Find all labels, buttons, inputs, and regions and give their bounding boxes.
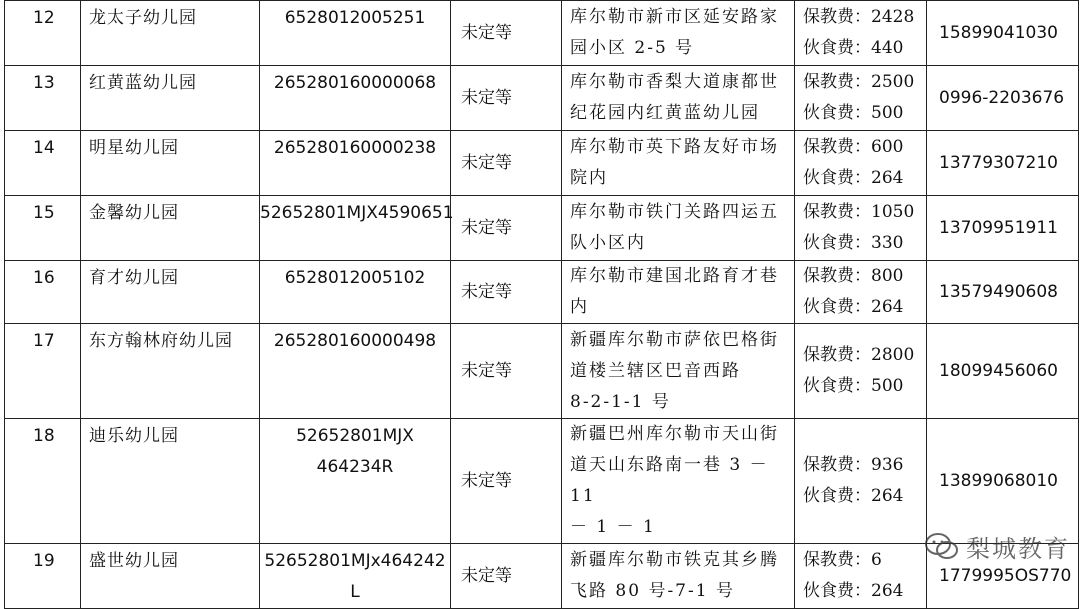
registration-code-line: 52652801MJx464242	[264, 551, 446, 571]
fees-line: 保教费：2428	[803, 7, 915, 27]
table-row	[5, 261, 1079, 324]
table-row	[5, 196, 1079, 261]
registration-code	[260, 544, 451, 609]
fees	[795, 544, 927, 609]
grade-level: 未定等	[451, 419, 562, 544]
address-line: 新疆库尔勒市萨依巴格街	[570, 329, 779, 350]
kindergarten-name: 盛世幼儿园	[81, 544, 260, 609]
fees	[795, 131, 927, 196]
table-row	[5, 66, 1079, 131]
address	[562, 66, 795, 131]
fees	[795, 324, 927, 419]
address-line: 院内	[570, 168, 608, 188]
row-number: 14	[5, 131, 81, 196]
phone-number: 13579490608	[927, 261, 1079, 324]
registration-code-line: L	[350, 582, 360, 602]
grade-level: 未定等	[451, 324, 562, 419]
registration-code-line: 265280160000238	[273, 138, 437, 158]
kindergarten-name: 迪乐幼儿园	[81, 419, 260, 544]
grade-level: 未定等	[451, 66, 562, 131]
address-line: 飞路 80 号-7-1 号	[570, 581, 735, 601]
table-row	[5, 324, 1079, 419]
row-number: 17	[5, 324, 81, 419]
fees-line: 伙食费：440	[803, 38, 904, 58]
kindergarten-name: 东方翰林府幼儿园	[81, 324, 260, 419]
row-number: 18	[5, 419, 81, 544]
address-line: － 1 － 1	[570, 517, 656, 537]
row-number: 15	[5, 196, 81, 261]
registration-code-line: 6528012005251	[284, 8, 426, 28]
phone-number: 13709951911	[927, 196, 1079, 261]
grade-level: 未定等	[451, 261, 562, 324]
phone-number: 1779995OS770	[927, 544, 1079, 609]
grade-level: 未定等	[451, 1, 562, 66]
registration-code	[260, 196, 454, 261]
address-line: 8-2-1-1 号	[570, 391, 671, 412]
address-line: 内	[570, 297, 589, 317]
grade-level: 未定等	[451, 131, 562, 196]
phone-number: 15899041030	[927, 1, 1079, 66]
fees	[795, 66, 927, 131]
fees-line: 伙食费：264	[803, 297, 904, 317]
phone-number: 13779307210	[927, 131, 1079, 196]
fees-line: 保教费：936	[803, 455, 904, 475]
table-row	[5, 1, 1079, 66]
row-number: 19	[5, 544, 81, 609]
address	[562, 196, 795, 261]
fees-line: 保教费：2500	[803, 72, 915, 92]
registration-code	[260, 131, 451, 196]
address	[562, 419, 795, 544]
fees-line: 保教费：6	[803, 550, 882, 570]
fees-line: 伙食费：264	[803, 168, 904, 188]
registration-code-line: 265280160000068	[273, 73, 437, 93]
watermark-text: 梨城教育	[966, 535, 1070, 563]
table-row	[5, 419, 1079, 544]
fees-line: 保教费：800	[803, 266, 904, 286]
table-row	[5, 131, 1079, 196]
kindergarten-name: 红黄蓝幼儿园	[81, 66, 260, 131]
row-number: 16	[5, 261, 81, 324]
registration-code-line: 464234R	[316, 457, 394, 477]
phone-number: 18099456060	[927, 324, 1079, 419]
registration-code-line: 52652801MJX	[296, 426, 414, 446]
table-row	[5, 544, 1079, 609]
fees-line: 保教费：1050	[803, 202, 915, 222]
address	[562, 131, 795, 196]
address-line: 库尔勒市铁门关路四运五	[570, 202, 779, 222]
kindergarten-name: 明星幼儿园	[81, 131, 260, 196]
row-number: 13	[5, 66, 81, 131]
kindergarten-name: 龙太子幼儿园	[81, 1, 260, 66]
address-line: 库尔勒市建国北路育才巷	[570, 266, 779, 286]
address-line: 新疆库尔勒市铁克其乡腾	[570, 550, 779, 570]
address-line: 园小区 2-5 号	[570, 38, 695, 58]
row-number: 12	[5, 1, 81, 66]
registration-code	[260, 324, 451, 419]
phone-number: 0996-2203676	[927, 66, 1079, 131]
address	[562, 544, 795, 609]
kindergarten-name: 育才幼儿园	[81, 261, 260, 324]
address-line: 库尔勒市英下路友好市场	[570, 137, 779, 157]
address	[562, 324, 795, 419]
fees-line: 保教费：600	[803, 137, 904, 157]
address-line: 道天山东路南一巷 3 － 11	[570, 455, 769, 506]
fees-line: 伙食费：264	[803, 486, 904, 506]
fees	[795, 196, 927, 261]
registration-code	[260, 1, 451, 66]
fees-line: 伙食费：500	[803, 376, 904, 396]
fees-line: 伙食费：330	[803, 233, 904, 253]
fees-line: 伙食费：500	[803, 103, 904, 123]
fees	[795, 419, 927, 544]
registration-code	[260, 66, 451, 131]
kindergarten-name: 金馨幼儿园	[81, 196, 260, 261]
registration-code-line: 6528012005102	[284, 268, 426, 288]
registration-code	[260, 261, 451, 324]
address-line: 库尔勒市香梨大道康都世	[570, 72, 779, 92]
fees-line: 伙食费：264	[803, 581, 904, 601]
registration-code	[260, 419, 451, 544]
grade-level: 未定等	[451, 196, 562, 261]
fees-line: 保教费：2800	[803, 345, 915, 365]
address-line: 队小区内	[570, 233, 646, 253]
address	[562, 261, 795, 324]
registration-code-line: 52652801MJX4590651	[260, 203, 454, 223]
phone-number: 13899068010	[927, 419, 1079, 544]
grade-level: 未定等	[451, 544, 562, 609]
fees	[795, 261, 927, 324]
address-line: 新疆巴州库尔勒市天山街	[570, 424, 779, 444]
address-line: 纪花园内红黄蓝幼儿园	[570, 103, 760, 123]
registration-code-line: 265280160000498	[273, 331, 437, 351]
address	[562, 1, 795, 66]
fees	[795, 1, 927, 66]
kindergarten-table	[4, 0, 1079, 609]
address-line: 库尔勒市新市区延安路家	[570, 7, 779, 27]
address-line: 道楼兰辖区巴音西路	[570, 360, 741, 381]
